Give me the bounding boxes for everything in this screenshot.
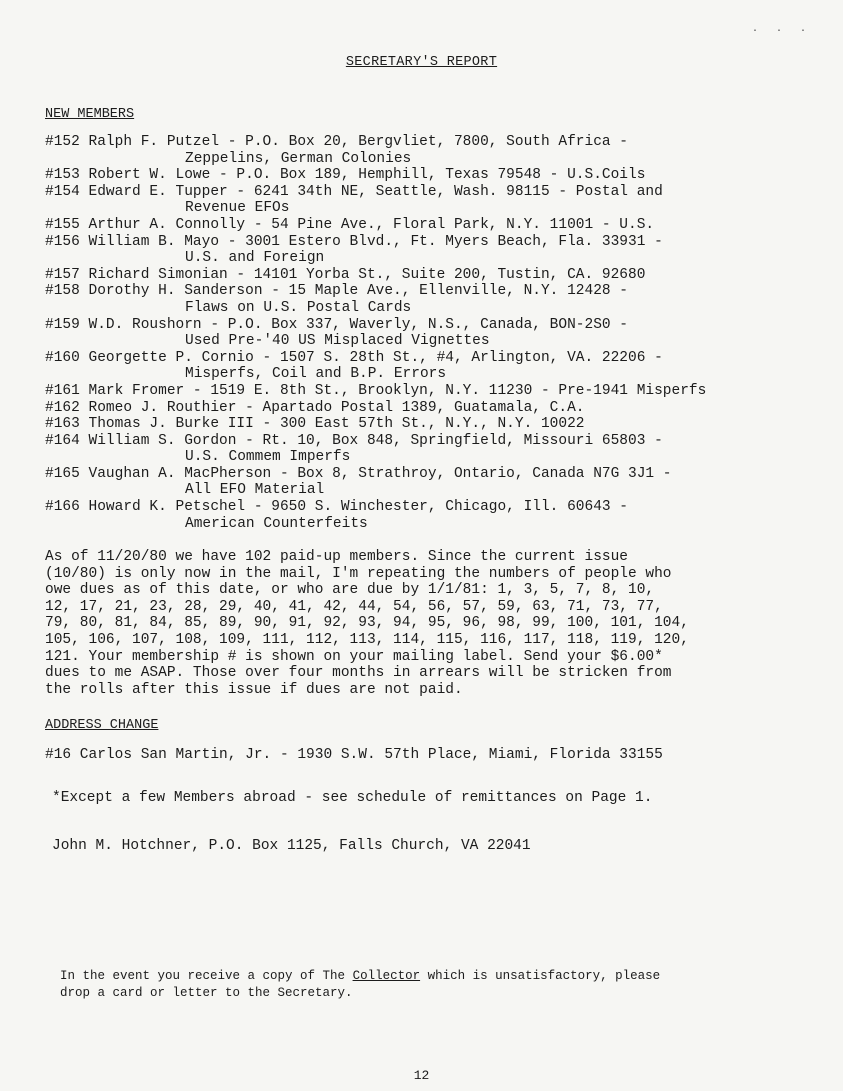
member-entry xyxy=(45,416,825,433)
page-title: SECRETARY'S REPORT xyxy=(345,55,498,70)
member-entry-interests: U.S. Commem Imperfs xyxy=(185,449,351,466)
member-entry-line: #156 William B. Mayo - 3001 Estero Blvd., Ft. Myers Beach, Fla. 33931 - xyxy=(45,233,663,250)
member-entry-line: #155 Arthur A. Connolly - 54 Pine Ave., Floral Park, N.Y. 11001 - U.S. xyxy=(45,216,655,233)
member-entry xyxy=(45,134,825,167)
member-entry-line: #157 Richard Simonian - 14101 Yorba St., Suite 200, Tustin, CA. 92680 xyxy=(45,266,646,283)
dues-paragraph xyxy=(45,549,805,698)
member-entry-line: #158 Dorothy H. Sanderson - 15 Maple Ave., Ellenville, N.Y. 12428 - xyxy=(45,283,628,300)
member-entry xyxy=(45,383,825,400)
footer-note xyxy=(60,968,780,1002)
address-change-heading: ADDRESS CHANGE xyxy=(45,718,159,733)
paragraph-line: (10/80) is only now in the mail, I'm repeating the numbers of people who xyxy=(45,565,672,582)
member-entry xyxy=(45,217,825,234)
address-change-entry: #16 Carlos San Martin, Jr. - 1930 S.W. 57th Place, Miami, Florida 33155 xyxy=(45,747,663,763)
member-entry-line: #163 Thomas J. Burke III - 300 East 57th St., N.Y., N.Y. 10022 xyxy=(45,416,585,433)
new-members-list xyxy=(45,134,825,532)
member-entry xyxy=(45,167,825,184)
member-entry-line: #153 Robert W. Lowe - P.O. Box 189, Hemphill, Texas 79548 - U.S.Coils xyxy=(45,167,646,184)
member-entry xyxy=(45,283,825,316)
member-entry xyxy=(45,499,825,532)
footer-line-2: drop a card or letter to the Secretary. xyxy=(60,986,353,1000)
member-entry xyxy=(45,400,825,417)
paragraph-line: 12, 17, 21, 23, 28, 29, 40, 41, 42, 44, 54, 56, 57, 59, 63, 71, 73, 77, xyxy=(45,598,663,615)
member-entry-interests: Misperfs, Coil and B.P. Errors xyxy=(185,366,447,383)
member-entry xyxy=(45,350,825,383)
member-entry-line: #164 William S. Gordon - Rt. 10, Box 848, Springfield, Missouri 65803 - xyxy=(45,432,663,449)
scan-specks: · · · xyxy=(752,26,813,37)
paragraph-line: owe dues as of this date, or who are due by 1/1/81: 1, 3, 5, 7, 8, 10, xyxy=(45,582,655,599)
member-entry-line: #166 Howard K. Petschel - 9650 S. Winchester, Chicago, Ill. 60643 - xyxy=(45,499,628,516)
member-entry xyxy=(45,433,825,466)
paragraph-line: 105, 106, 107, 108, 109, 111, 112, 113, 114, 115, 116, 117, 118, 119, 120, xyxy=(45,631,689,648)
member-entry-line: #165 Vaughan A. MacPherson - Box 8, Strathroy, Ontario, Canada N7G 3J1 - xyxy=(45,465,672,482)
paragraph-line: 79, 80, 81, 84, 85, 89, 90, 91, 92, 93, 94, 95, 96, 98, 99, 100, 101, 104, xyxy=(45,615,689,632)
member-entry xyxy=(45,267,825,284)
page-number: 12 xyxy=(413,1068,430,1083)
footer-collector: Collector xyxy=(352,969,421,983)
new-members-heading: NEW MEMBERS xyxy=(45,107,135,122)
member-entry-line: #162 Romeo J. Routhier - Apartado Postal 1389, Guatamala, C.A. xyxy=(45,399,585,416)
member-entry-interests: U.S. and Foreign xyxy=(185,250,325,267)
paragraph-line: As of 11/20/80 we have 102 paid-up members. Since the current issue xyxy=(45,549,628,565)
member-entry-interests: Used Pre-'40 US Misplaced Vignettes xyxy=(185,333,490,350)
member-entry xyxy=(45,466,825,499)
member-entry-interests: American Counterfeits xyxy=(185,515,368,532)
secretary-signature: John M. Hotchner, P.O. Box 1125, Falls Church, VA 22041 xyxy=(52,838,531,854)
member-entry-interests: Flaws on U.S. Postal Cards xyxy=(185,299,412,316)
member-entry-line: #159 W.D. Roushorn - P.O. Box 337, Waverly, N.S., Canada, BON-2S0 - xyxy=(45,316,628,333)
member-entry-interests: Revenue EFOs xyxy=(185,200,290,217)
member-entry-line: #161 Mark Fromer - 1519 E. 8th St., Brooklyn, N.Y. 11230 - Pre-1941 Misperfs xyxy=(45,382,707,399)
footer-text-before: In the event you receive a copy of The xyxy=(60,969,353,983)
member-entry-interests: All EFO Material xyxy=(185,482,325,499)
paragraph-line: the rolls after this issue if dues are not paid. xyxy=(45,681,463,698)
member-entry xyxy=(45,184,825,217)
paragraph-line: dues to me ASAP. Those over four months in arrears will be stricken from xyxy=(45,665,672,682)
member-entry xyxy=(45,317,825,350)
member-entry-line: #154 Edward E. Tupper - 6241 34th NE, Seattle, Wash. 98115 - Postal and xyxy=(45,183,663,200)
member-entry-line: #160 Georgette P. Cornio - 1507 S. 28th St., #4, Arlington, VA. 22206 - xyxy=(45,349,663,366)
footer-text-after: which is unsatisfactory, please xyxy=(420,969,661,983)
member-entry xyxy=(45,234,825,267)
footnote: *Except a few Members abroad - see schedule of remittances on Page 1. xyxy=(52,790,653,806)
member-entry-line: #152 Ralph F. Putzel - P.O. Box 20, Bergvliet, 7800, South Africa - xyxy=(45,134,628,150)
member-entry-interests: Zeppelins, German Colonies xyxy=(185,150,412,167)
paragraph-line: 121. Your membership # is shown on your mailing label. Send your $6.00* xyxy=(45,648,663,665)
